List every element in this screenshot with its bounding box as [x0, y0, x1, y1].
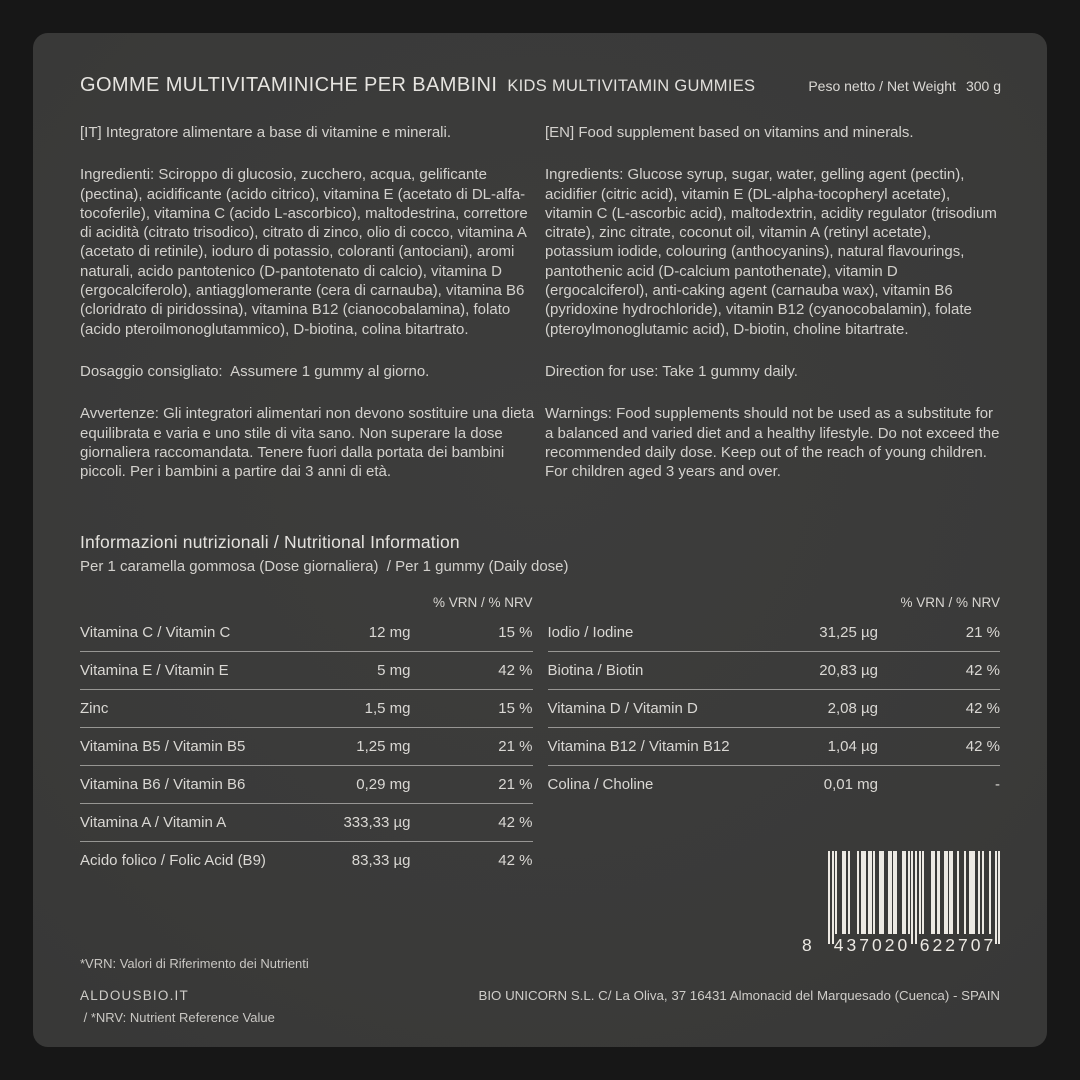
nutrient-row — [548, 728, 1001, 766]
nutrient-nrv: 15 % — [498, 700, 533, 717]
nutrition-subtitle: Per 1 caramella gommosa (Dose giornaliera) / Per 1 gummy (Daily dose) — [80, 558, 569, 575]
barcode-bar — [888, 851, 892, 934]
barcode-bar — [857, 851, 859, 934]
barcode-bar — [828, 851, 830, 944]
nrv-column-header: % VRN / % NRV — [900, 595, 1000, 610]
nutrient-amount: 12 mg — [368, 624, 411, 641]
brand-website: ALDOUSBIO.IT — [80, 988, 189, 1003]
barcode-bar — [848, 851, 850, 934]
barcode-bar — [919, 851, 921, 934]
nutrition-table-left — [80, 596, 533, 879]
barcode-bar — [989, 851, 991, 934]
barcode-bar — [879, 851, 885, 934]
nutrient-amount: 5 mg — [377, 662, 411, 679]
nutrient-nrv: 15 % — [498, 624, 533, 641]
barcode-group-2: 622707 — [919, 935, 997, 955]
nutrient-nrv: - — [995, 776, 1000, 793]
nutrient-amount: 20,83 µg — [819, 662, 878, 679]
nutrient-name: Vitamina E / Vitamin E — [80, 662, 229, 679]
label-header — [80, 74, 1001, 97]
en-ingredients-text: Ingredients: Glucose syrup, sugar, water, gelling agent (pectin), acidifier (citric acid), vitamin E (DL-alpha-tocopheryl acetate), vitamin C (L-ascorbic acid), maltodextrin, acidity regulator (trisodium citrate), zinc citrate, coconut oil, vitamin A (retinyl acetate), potassium iodide, colouring (anthocyanins), natural flavourings, pantothenic acid (D-calcium pantothenate), vitamin D (ergocalciferol), anti-caking agent (carnauba wax), vitamin B6 (pyridoxine hydrochloride), vitamin B12 (cyanocobalamin), folate (pteroylmonoglutamic acid), D-biotin, choline bitartrate. — [545, 166, 1001, 338]
nutrient-nrv: 21 % — [498, 738, 533, 755]
nutrient-nrv: 42 % — [965, 738, 1000, 755]
nutrient-row — [548, 690, 1001, 728]
nutrient-row — [80, 652, 533, 690]
info-columns — [80, 123, 1004, 504]
barcode-bar — [998, 851, 1000, 944]
nutrient-name: Iodio / Iodine — [547, 624, 634, 641]
en-intro-text: [EN] Food supplement based on vitamins and minerals. — [545, 124, 914, 141]
nutrient-amount: 31,25 µg — [819, 624, 878, 641]
barcode-bar — [911, 851, 913, 944]
nutrient-amount: 2,08 µg — [827, 700, 878, 717]
nutrition-title: Informazioni nutrizionali / Nutritional Information — [80, 532, 460, 552]
nutrient-row — [80, 690, 533, 728]
nutrient-amount: 1,25 mg — [356, 738, 411, 755]
nutrient-amount: 333,33 µg — [343, 814, 411, 831]
barcode-group-1: 437020 — [833, 935, 911, 955]
barcode-bar — [842, 851, 846, 934]
nutrient-name: Colina / Choline — [547, 776, 654, 793]
nutrient-row — [80, 842, 533, 879]
nutrient-nrv: 21 % — [498, 776, 533, 793]
barcode-number — [800, 935, 1000, 959]
nutrient-nrv: 42 % — [498, 662, 533, 679]
footnote-vrn: *VRN: Valori di Riferimento dei Nutrienti — [80, 956, 309, 971]
barcode-bars — [828, 851, 1000, 944]
barcode-bar — [995, 851, 997, 944]
net-weight — [808, 78, 1001, 94]
nutrient-row — [548, 652, 1001, 690]
nutrient-nrv: 42 % — [965, 662, 1000, 679]
nutrient-row — [80, 614, 533, 652]
barcode-bar — [937, 851, 941, 934]
nutrient-name: Vitamina C / Vitamin C — [80, 624, 231, 641]
nutrient-nrv: 21 % — [965, 624, 1000, 641]
barcode-bar — [902, 851, 906, 934]
barcode-bar — [922, 851, 924, 934]
product-title-italian: GOMME MULTIVITAMINICHE PER BAMBINI — [80, 74, 498, 96]
nutrient-row — [80, 804, 533, 842]
nutrient-name: Biotina / Biotin — [547, 662, 644, 679]
nutrient-name: Acido folico / Folic Acid (B9) — [80, 852, 266, 869]
nutrient-amount: 1,5 mg — [364, 700, 411, 717]
footnote-nrv: / *NRV: Nutrient Reference Value — [80, 1010, 275, 1025]
english-column — [545, 123, 1004, 504]
nutrient-name: Vitamina A / Vitamin A — [80, 814, 227, 831]
nutrition-table-right — [548, 596, 1001, 879]
it-intro-text: [IT] Integratore alimentare a base di vitamine e minerali. — [80, 124, 452, 141]
it-ingredients-text: Ingredienti: Sciroppo di glucosio, zucchero, acqua, gelificante (pectina), acidificante (acido citrico), vitamina E (acetato di DL-alfa-tocoferile), vitamina C (acido L-ascorbico), maltodestrina, correttore di acidità (citrato trisodico), citrato di zinco, olio di cocco, vitamina A (acetato di retinile), ioduro di potassio, coloranti (antociani), aromi naturali, acido pantotenico (D-pantotenato di calcio), vitamina D (ergocalciferolo), antiagglomerante (cera di carnauba), vitamina B6 (cloridrato di piridossina), vitamina B12 (cianocobalamina), folato (acido pteroilmonoglutammico), D-biotina, colina bitartrato. — [80, 166, 532, 338]
barcode-digit-1: 8 — [802, 935, 812, 955]
barcode-bar — [982, 851, 984, 934]
barcode-bar — [861, 851, 867, 934]
nutrient-name: Vitamina D / Vitamin D — [547, 700, 698, 717]
nutrient-row — [80, 728, 533, 766]
barcode-bar — [931, 851, 935, 934]
net-weight-value: 300 g — [965, 78, 1001, 94]
barcode-bar — [873, 851, 875, 934]
nutrient-name: Vitamina B6 / Vitamin B6 — [80, 776, 246, 793]
nutrient-name: Vitamina B12 / Vitamin B12 — [547, 738, 730, 755]
nutrient-row — [548, 766, 1001, 803]
nutrient-nrv: 42 % — [498, 852, 533, 869]
barcode-bar — [868, 851, 872, 934]
en-directions-text: Direction for use: Take 1 gummy daily. — [545, 362, 798, 380]
nutrient-amount: 0,01 mg — [823, 776, 878, 793]
barcode-bar — [915, 851, 917, 944]
barcode-bar — [893, 851, 897, 934]
nutrient-amount: 1,04 µg — [827, 738, 878, 755]
barcode-bar — [949, 851, 953, 934]
nrv-column-header: % VRN / % NRV — [432, 595, 533, 610]
barcode-bar — [908, 851, 910, 934]
nutrient-nrv: 42 % — [498, 814, 533, 831]
barcode-bar — [969, 851, 975, 934]
nutrient-amount: 83,33 µg — [351, 852, 411, 869]
en-warnings-text: Warnings: Food supplements should not be used as a substitute for a balanced and varied diet and a healthy lifestyle. Do not exceed the recommended daily dose. Keep out of the reach of young children. For children aged 3 years and over. — [545, 405, 1004, 481]
italian-column — [80, 123, 539, 504]
net-weight-label: Peso netto / Net Weight — [808, 78, 956, 94]
product-title-english: KIDS MULTIVITAMIN GUMMIES — [507, 77, 756, 95]
nutrient-nrv: 42 % — [965, 700, 1000, 717]
nutrition-section — [80, 532, 1000, 879]
barcode-bar — [835, 851, 837, 934]
nutrient-name: Vitamina B5 / Vitamin B5 — [80, 738, 246, 755]
nutrient-row — [548, 614, 1001, 652]
label-footer — [80, 988, 1000, 1003]
barcode — [800, 851, 1000, 961]
barcode-bar — [978, 851, 980, 934]
barcode-bar — [957, 851, 959, 934]
it-dosage-text: Dosaggio consigliato: Assumere 1 gummy al giorno. — [80, 362, 430, 380]
barcode-bar — [832, 851, 834, 944]
barcode-bar — [964, 851, 966, 934]
manufacturer-address: BIO UNICORN S.L. C/ La Oliva, 37 16431 Almonacid del Marquesado (Cuenca) - SPAIN — [478, 988, 1000, 1003]
nutrition-tables — [80, 596, 1000, 879]
nutrient-name: Zinc — [80, 700, 109, 717]
barcode-bar — [944, 851, 948, 934]
nutrient-amount: 0,29 mg — [356, 776, 411, 793]
it-warnings-text: Avvertenze: Gli integratori alimentari non devono sostituire una dieta equilibrata e varia e uno stile di vita sano. Non superare la dose giornaliera raccomandata. Tenere fuori dalla portata dei bambini piccoli. Per i bambini a partire dai 3 anni di età. — [80, 405, 539, 481]
product-label-panel — [33, 33, 1047, 1047]
nutrient-row — [80, 766, 533, 804]
